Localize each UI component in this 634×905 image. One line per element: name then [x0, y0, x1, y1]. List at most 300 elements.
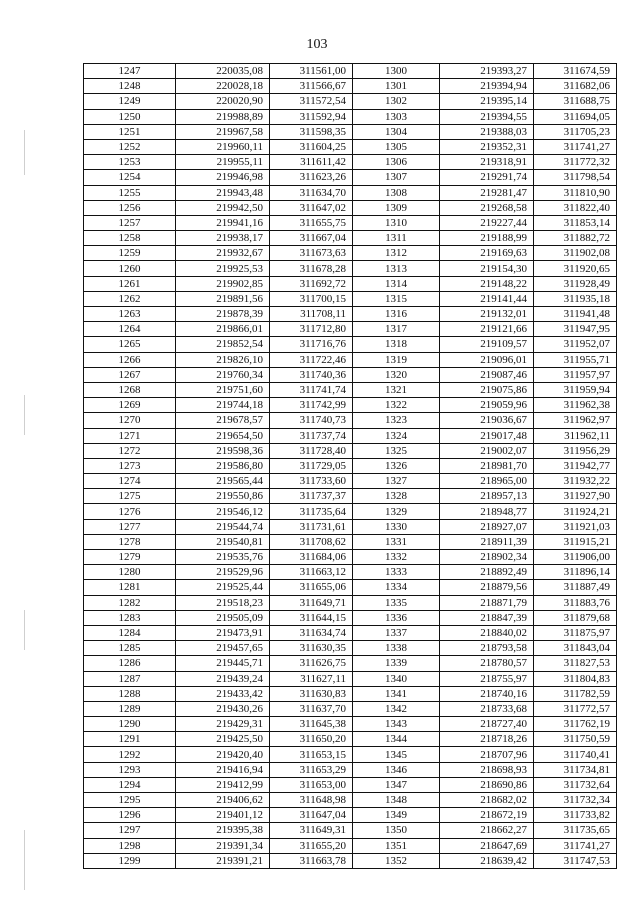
x-coordinate-cell: 219388,03: [440, 124, 534, 139]
x-coordinate-cell: 219525,44: [176, 580, 270, 595]
x-coordinate-cell: 219565,44: [176, 474, 270, 489]
point-number-cell: 1318: [353, 337, 440, 352]
table-row: [84, 641, 617, 656]
y-coordinate-cell: 311942,77: [534, 458, 617, 473]
point-number-cell: 1343: [353, 717, 440, 732]
x-coordinate-cell: 219318,91: [440, 155, 534, 170]
point-number-cell: 1330: [353, 519, 440, 534]
x-coordinate-cell: 219391,34: [176, 838, 270, 853]
table-row: [84, 717, 617, 732]
point-number-cell: 1273: [84, 458, 176, 473]
y-coordinate-cell: 311882,72: [534, 231, 617, 246]
y-coordinate-cell: 311648,98: [270, 793, 353, 808]
x-coordinate-cell: 219457,65: [176, 641, 270, 656]
y-coordinate-cell: 311737,37: [270, 489, 353, 504]
margin-scan-line: [24, 130, 25, 175]
x-coordinate-cell: 219406,62: [176, 793, 270, 808]
margin-scan-line: [24, 395, 25, 435]
point-number-cell: 1334: [353, 580, 440, 595]
x-coordinate-cell: 219154,30: [440, 261, 534, 276]
x-coordinate-cell: 219439,24: [176, 671, 270, 686]
table-row: [84, 838, 617, 853]
table-row: [84, 428, 617, 443]
point-number-cell: 1274: [84, 474, 176, 489]
y-coordinate-cell: 311798,54: [534, 170, 617, 185]
point-number-cell: 1264: [84, 322, 176, 337]
point-number-cell: 1265: [84, 337, 176, 352]
y-coordinate-cell: 311626,75: [270, 656, 353, 671]
point-number-cell: 1340: [353, 671, 440, 686]
table-row: [84, 565, 617, 580]
y-coordinate-cell: 311955,71: [534, 352, 617, 367]
coordinates-table-body: [84, 64, 617, 869]
x-coordinate-cell: 220028,18: [176, 79, 270, 94]
y-coordinate-cell: 311674,59: [534, 64, 617, 79]
x-coordinate-cell: 219535,76: [176, 550, 270, 565]
point-number-cell: 1277: [84, 519, 176, 534]
x-coordinate-cell: 219744,18: [176, 398, 270, 413]
x-coordinate-cell: 219902,85: [176, 276, 270, 291]
point-number-cell: 1331: [353, 534, 440, 549]
point-number-cell: 1308: [353, 185, 440, 200]
x-coordinate-cell: 219227,44: [440, 215, 534, 230]
x-coordinate-cell: 219943,48: [176, 185, 270, 200]
y-coordinate-cell: 311804,83: [534, 671, 617, 686]
x-coordinate-cell: 219416,94: [176, 762, 270, 777]
y-coordinate-cell: 311732,34: [534, 793, 617, 808]
y-coordinate-cell: 311959,94: [534, 382, 617, 397]
x-coordinate-cell: 219550,86: [176, 489, 270, 504]
y-coordinate-cell: 311906,00: [534, 550, 617, 565]
margin-scan-line: [24, 830, 25, 890]
x-coordinate-cell: 218847,39: [440, 610, 534, 625]
x-coordinate-cell: 219394,94: [440, 79, 534, 94]
x-coordinate-cell: 219425,50: [176, 732, 270, 747]
y-coordinate-cell: 311653,15: [270, 747, 353, 762]
x-coordinate-cell: 219955,11: [176, 155, 270, 170]
point-number-cell: 1338: [353, 641, 440, 656]
point-number-cell: 1268: [84, 382, 176, 397]
x-coordinate-cell: 218948,77: [440, 504, 534, 519]
point-number-cell: 1270: [84, 413, 176, 428]
y-coordinate-cell: 311957,97: [534, 367, 617, 382]
x-coordinate-cell: 219291,74: [440, 170, 534, 185]
point-number-cell: 1288: [84, 686, 176, 701]
point-number-cell: 1296: [84, 808, 176, 823]
table-row: [84, 701, 617, 716]
point-number-cell: 1333: [353, 565, 440, 580]
point-number-cell: 1280: [84, 565, 176, 580]
y-coordinate-cell: 311712,80: [270, 322, 353, 337]
point-number-cell: 1295: [84, 793, 176, 808]
point-number-cell: 1344: [353, 732, 440, 747]
y-coordinate-cell: 311637,70: [270, 701, 353, 716]
point-number-cell: 1279: [84, 550, 176, 565]
table-row: [84, 747, 617, 762]
y-coordinate-cell: 311740,73: [270, 413, 353, 428]
point-number-cell: 1316: [353, 307, 440, 322]
point-number-cell: 1294: [84, 777, 176, 792]
point-number-cell: 1315: [353, 291, 440, 306]
x-coordinate-cell: 219445,71: [176, 656, 270, 671]
x-coordinate-cell: 219109,57: [440, 337, 534, 352]
point-number-cell: 1317: [353, 322, 440, 337]
x-coordinate-cell: 219141,44: [440, 291, 534, 306]
point-number-cell: 1263: [84, 307, 176, 322]
x-coordinate-cell: 219395,14: [440, 94, 534, 109]
point-number-cell: 1305: [353, 139, 440, 154]
y-coordinate-cell: 311604,25: [270, 139, 353, 154]
point-number-cell: 1347: [353, 777, 440, 792]
point-number-cell: 1306: [353, 155, 440, 170]
x-coordinate-cell: 219188,99: [440, 231, 534, 246]
point-number-cell: 1252: [84, 139, 176, 154]
table-row: [84, 185, 617, 200]
x-coordinate-cell: 219760,34: [176, 367, 270, 382]
point-number-cell: 1248: [84, 79, 176, 94]
page-number: 103: [306, 37, 328, 52]
y-coordinate-cell: 311708,11: [270, 307, 353, 322]
x-coordinate-cell: 219059,96: [440, 398, 534, 413]
x-coordinate-cell: 219391,21: [176, 853, 270, 868]
point-number-cell: 1253: [84, 155, 176, 170]
x-coordinate-cell: 218733,68: [440, 701, 534, 716]
table-row: [84, 246, 617, 261]
table-row: [84, 610, 617, 625]
y-coordinate-cell: 311875,97: [534, 625, 617, 640]
y-coordinate-cell: 311920,65: [534, 261, 617, 276]
x-coordinate-cell: 218780,57: [440, 656, 534, 671]
point-number-cell: 1312: [353, 246, 440, 261]
y-coordinate-cell: 311734,81: [534, 762, 617, 777]
y-coordinate-cell: 311649,31: [270, 823, 353, 838]
y-coordinate-cell: 311649,71: [270, 595, 353, 610]
y-coordinate-cell: 311735,64: [270, 504, 353, 519]
point-number-cell: 1267: [84, 367, 176, 382]
y-coordinate-cell: 311962,11: [534, 428, 617, 443]
point-number-cell: 1320: [353, 367, 440, 382]
table-row: [84, 261, 617, 276]
table-row: [84, 671, 617, 686]
y-coordinate-cell: 311924,21: [534, 504, 617, 519]
table-row: [84, 489, 617, 504]
table-row: [84, 79, 617, 94]
table-row: [84, 231, 617, 246]
y-coordinate-cell: 311663,78: [270, 853, 353, 868]
point-number-cell: 1313: [353, 261, 440, 276]
y-coordinate-cell: 311644,15: [270, 610, 353, 625]
point-number-cell: 1249: [84, 94, 176, 109]
y-coordinate-cell: 311653,00: [270, 777, 353, 792]
x-coordinate-cell: 218902,34: [440, 550, 534, 565]
point-number-cell: 1309: [353, 200, 440, 215]
y-coordinate-cell: 311678,28: [270, 261, 353, 276]
point-number-cell: 1307: [353, 170, 440, 185]
x-coordinate-cell: 219430,26: [176, 701, 270, 716]
y-coordinate-cell: 311733,60: [270, 474, 353, 489]
table-row: [84, 215, 617, 230]
point-number-cell: 1256: [84, 200, 176, 215]
table-row: [84, 793, 617, 808]
x-coordinate-cell: 219132,01: [440, 307, 534, 322]
point-number-cell: 1352: [353, 853, 440, 868]
y-coordinate-cell: 311572,54: [270, 94, 353, 109]
point-number-cell: 1324: [353, 428, 440, 443]
point-number-cell: 1348: [353, 793, 440, 808]
y-coordinate-cell: 311611,42: [270, 155, 353, 170]
x-coordinate-cell: 218740,16: [440, 686, 534, 701]
x-coordinate-cell: 219412,99: [176, 777, 270, 792]
x-coordinate-cell: 220035,08: [176, 64, 270, 79]
x-coordinate-cell: 219826,10: [176, 352, 270, 367]
x-coordinate-cell: 219540,81: [176, 534, 270, 549]
point-number-cell: 1337: [353, 625, 440, 640]
table-row: [84, 474, 617, 489]
point-number-cell: 1283: [84, 610, 176, 625]
y-coordinate-cell: 311655,75: [270, 215, 353, 230]
table-row: [84, 139, 617, 154]
y-coordinate-cell: 311735,65: [534, 823, 617, 838]
y-coordinate-cell: 311708,62: [270, 534, 353, 549]
x-coordinate-cell: 218647,69: [440, 838, 534, 853]
point-number-cell: 1262: [84, 291, 176, 306]
table-row: [84, 276, 617, 291]
y-coordinate-cell: 311647,02: [270, 200, 353, 215]
point-number-cell: 1303: [353, 109, 440, 124]
y-coordinate-cell: 311883,76: [534, 595, 617, 610]
x-coordinate-cell: 219401,12: [176, 808, 270, 823]
y-coordinate-cell: 311762,19: [534, 717, 617, 732]
point-number-cell: 1284: [84, 625, 176, 640]
y-coordinate-cell: 311902,08: [534, 246, 617, 261]
y-coordinate-cell: 311650,20: [270, 732, 353, 747]
table-row: [84, 504, 617, 519]
x-coordinate-cell: 219429,31: [176, 717, 270, 732]
point-number-cell: 1257: [84, 215, 176, 230]
x-coordinate-cell: 219988,89: [176, 109, 270, 124]
y-coordinate-cell: 311947,95: [534, 322, 617, 337]
x-coordinate-cell: 219960,11: [176, 139, 270, 154]
point-number-cell: 1247: [84, 64, 176, 79]
point-number-cell: 1319: [353, 352, 440, 367]
x-coordinate-cell: 219878,39: [176, 307, 270, 322]
x-coordinate-cell: 219121,66: [440, 322, 534, 337]
x-coordinate-cell: 218698,93: [440, 762, 534, 777]
x-coordinate-cell: 219932,67: [176, 246, 270, 261]
x-coordinate-cell: 219087,46: [440, 367, 534, 382]
point-number-cell: 1260: [84, 261, 176, 276]
point-number-cell: 1251: [84, 124, 176, 139]
x-coordinate-cell: 218927,07: [440, 519, 534, 534]
table-row: [84, 155, 617, 170]
y-coordinate-cell: 311952,07: [534, 337, 617, 352]
y-coordinate-cell: 311688,75: [534, 94, 617, 109]
point-number-cell: 1346: [353, 762, 440, 777]
point-number-cell: 1286: [84, 656, 176, 671]
x-coordinate-cell: 218662,27: [440, 823, 534, 838]
point-number-cell: 1258: [84, 231, 176, 246]
point-number-cell: 1297: [84, 823, 176, 838]
table-row: [84, 656, 617, 671]
y-coordinate-cell: 311566,67: [270, 79, 353, 94]
y-coordinate-cell: 311630,83: [270, 686, 353, 701]
point-number-cell: 1278: [84, 534, 176, 549]
table-row: [84, 686, 617, 701]
x-coordinate-cell: 219967,58: [176, 124, 270, 139]
x-coordinate-cell: 219518,23: [176, 595, 270, 610]
point-number-cell: 1301: [353, 79, 440, 94]
x-coordinate-cell: 219281,47: [440, 185, 534, 200]
point-number-cell: 1261: [84, 276, 176, 291]
y-coordinate-cell: 311653,29: [270, 762, 353, 777]
x-coordinate-cell: 218911,39: [440, 534, 534, 549]
point-number-cell: 1291: [84, 732, 176, 747]
table-row: [84, 382, 617, 397]
y-coordinate-cell: 311731,61: [270, 519, 353, 534]
table-row: [84, 94, 617, 109]
x-coordinate-cell: 219169,63: [440, 246, 534, 261]
point-number-cell: 1259: [84, 246, 176, 261]
y-coordinate-cell: 311634,70: [270, 185, 353, 200]
x-coordinate-cell: 218793,58: [440, 641, 534, 656]
point-number-cell: 1282: [84, 595, 176, 610]
y-coordinate-cell: 311667,04: [270, 231, 353, 246]
y-coordinate-cell: 311843,04: [534, 641, 617, 656]
point-number-cell: 1322: [353, 398, 440, 413]
point-number-cell: 1341: [353, 686, 440, 701]
y-coordinate-cell: 311655,20: [270, 838, 353, 853]
point-number-cell: 1271: [84, 428, 176, 443]
x-coordinate-cell: 218879,56: [440, 580, 534, 595]
point-number-cell: 1342: [353, 701, 440, 716]
point-number-cell: 1323: [353, 413, 440, 428]
table-row: [84, 823, 617, 838]
point-number-cell: 1310: [353, 215, 440, 230]
x-coordinate-cell: 218727,40: [440, 717, 534, 732]
point-number-cell: 1299: [84, 853, 176, 868]
y-coordinate-cell: 311561,00: [270, 64, 353, 79]
table-row: [84, 762, 617, 777]
x-coordinate-cell: 219751,60: [176, 382, 270, 397]
point-number-cell: 1314: [353, 276, 440, 291]
y-coordinate-cell: 311598,35: [270, 124, 353, 139]
y-coordinate-cell: 311684,06: [270, 550, 353, 565]
table-row: [84, 580, 617, 595]
point-number-cell: 1311: [353, 231, 440, 246]
table-row: [84, 519, 617, 534]
x-coordinate-cell: 219586,80: [176, 458, 270, 473]
table-row: [84, 170, 617, 185]
y-coordinate-cell: 311645,38: [270, 717, 353, 732]
x-coordinate-cell: 219002,07: [440, 443, 534, 458]
point-number-cell: 1328: [353, 489, 440, 504]
y-coordinate-cell: 311827,53: [534, 656, 617, 671]
table-row: [84, 443, 617, 458]
y-coordinate-cell: 311663,12: [270, 565, 353, 580]
point-number-cell: 1272: [84, 443, 176, 458]
table-row: [84, 625, 617, 640]
coordinates-table: [83, 63, 617, 869]
point-number-cell: 1339: [353, 656, 440, 671]
x-coordinate-cell: 218682,02: [440, 793, 534, 808]
y-coordinate-cell: 311740,41: [534, 747, 617, 762]
table-row: [84, 322, 617, 337]
x-coordinate-cell: 219505,09: [176, 610, 270, 625]
y-coordinate-cell: 311700,15: [270, 291, 353, 306]
x-coordinate-cell: 218690,86: [440, 777, 534, 792]
y-coordinate-cell: 311741,74: [270, 382, 353, 397]
point-number-cell: 1292: [84, 747, 176, 762]
point-number-cell: 1287: [84, 671, 176, 686]
table-row: [84, 109, 617, 124]
y-coordinate-cell: 311740,36: [270, 367, 353, 382]
x-coordinate-cell: 219529,96: [176, 565, 270, 580]
x-coordinate-cell: 219546,12: [176, 504, 270, 519]
x-coordinate-cell: 219393,27: [440, 64, 534, 79]
y-coordinate-cell: 311887,49: [534, 580, 617, 595]
x-coordinate-cell: 218755,97: [440, 671, 534, 686]
y-coordinate-cell: 311772,57: [534, 701, 617, 716]
x-coordinate-cell: 218981,70: [440, 458, 534, 473]
y-coordinate-cell: 311742,99: [270, 398, 353, 413]
table-row: [84, 732, 617, 747]
x-coordinate-cell: 219938,17: [176, 231, 270, 246]
y-coordinate-cell: 311732,64: [534, 777, 617, 792]
table-row: [84, 458, 617, 473]
x-coordinate-cell: 218957,13: [440, 489, 534, 504]
y-coordinate-cell: 311935,18: [534, 291, 617, 306]
table-row: [84, 200, 617, 215]
table-row: [84, 307, 617, 322]
point-number-cell: 1275: [84, 489, 176, 504]
y-coordinate-cell: 311750,59: [534, 732, 617, 747]
table-row: [84, 550, 617, 565]
point-number-cell: 1349: [353, 808, 440, 823]
point-number-cell: 1329: [353, 504, 440, 519]
y-coordinate-cell: 311810,90: [534, 185, 617, 200]
x-coordinate-cell: 219946,98: [176, 170, 270, 185]
point-number-cell: 1285: [84, 641, 176, 656]
table-row: [84, 413, 617, 428]
point-number-cell: 1350: [353, 823, 440, 838]
table-row: [84, 534, 617, 549]
y-coordinate-cell: 311733,82: [534, 808, 617, 823]
point-number-cell: 1332: [353, 550, 440, 565]
x-coordinate-cell: 219268,58: [440, 200, 534, 215]
y-coordinate-cell: 311915,21: [534, 534, 617, 549]
point-number-cell: 1327: [353, 474, 440, 489]
y-coordinate-cell: 311592,94: [270, 109, 353, 124]
point-number-cell: 1326: [353, 458, 440, 473]
x-coordinate-cell: 219866,01: [176, 322, 270, 337]
x-coordinate-cell: 219473,91: [176, 625, 270, 640]
x-coordinate-cell: 219075,86: [440, 382, 534, 397]
y-coordinate-cell: 311623,26: [270, 170, 353, 185]
y-coordinate-cell: 311630,35: [270, 641, 353, 656]
point-number-cell: 1266: [84, 352, 176, 367]
point-number-cell: 1304: [353, 124, 440, 139]
x-coordinate-cell: 219654,50: [176, 428, 270, 443]
y-coordinate-cell: 311932,22: [534, 474, 617, 489]
y-coordinate-cell: 311705,23: [534, 124, 617, 139]
y-coordinate-cell: 311647,04: [270, 808, 353, 823]
point-number-cell: 1254: [84, 170, 176, 185]
x-coordinate-cell: 219852,54: [176, 337, 270, 352]
y-coordinate-cell: 311737,74: [270, 428, 353, 443]
x-coordinate-cell: 219420,40: [176, 747, 270, 762]
y-coordinate-cell: 311673,63: [270, 246, 353, 261]
y-coordinate-cell: 311634,74: [270, 625, 353, 640]
